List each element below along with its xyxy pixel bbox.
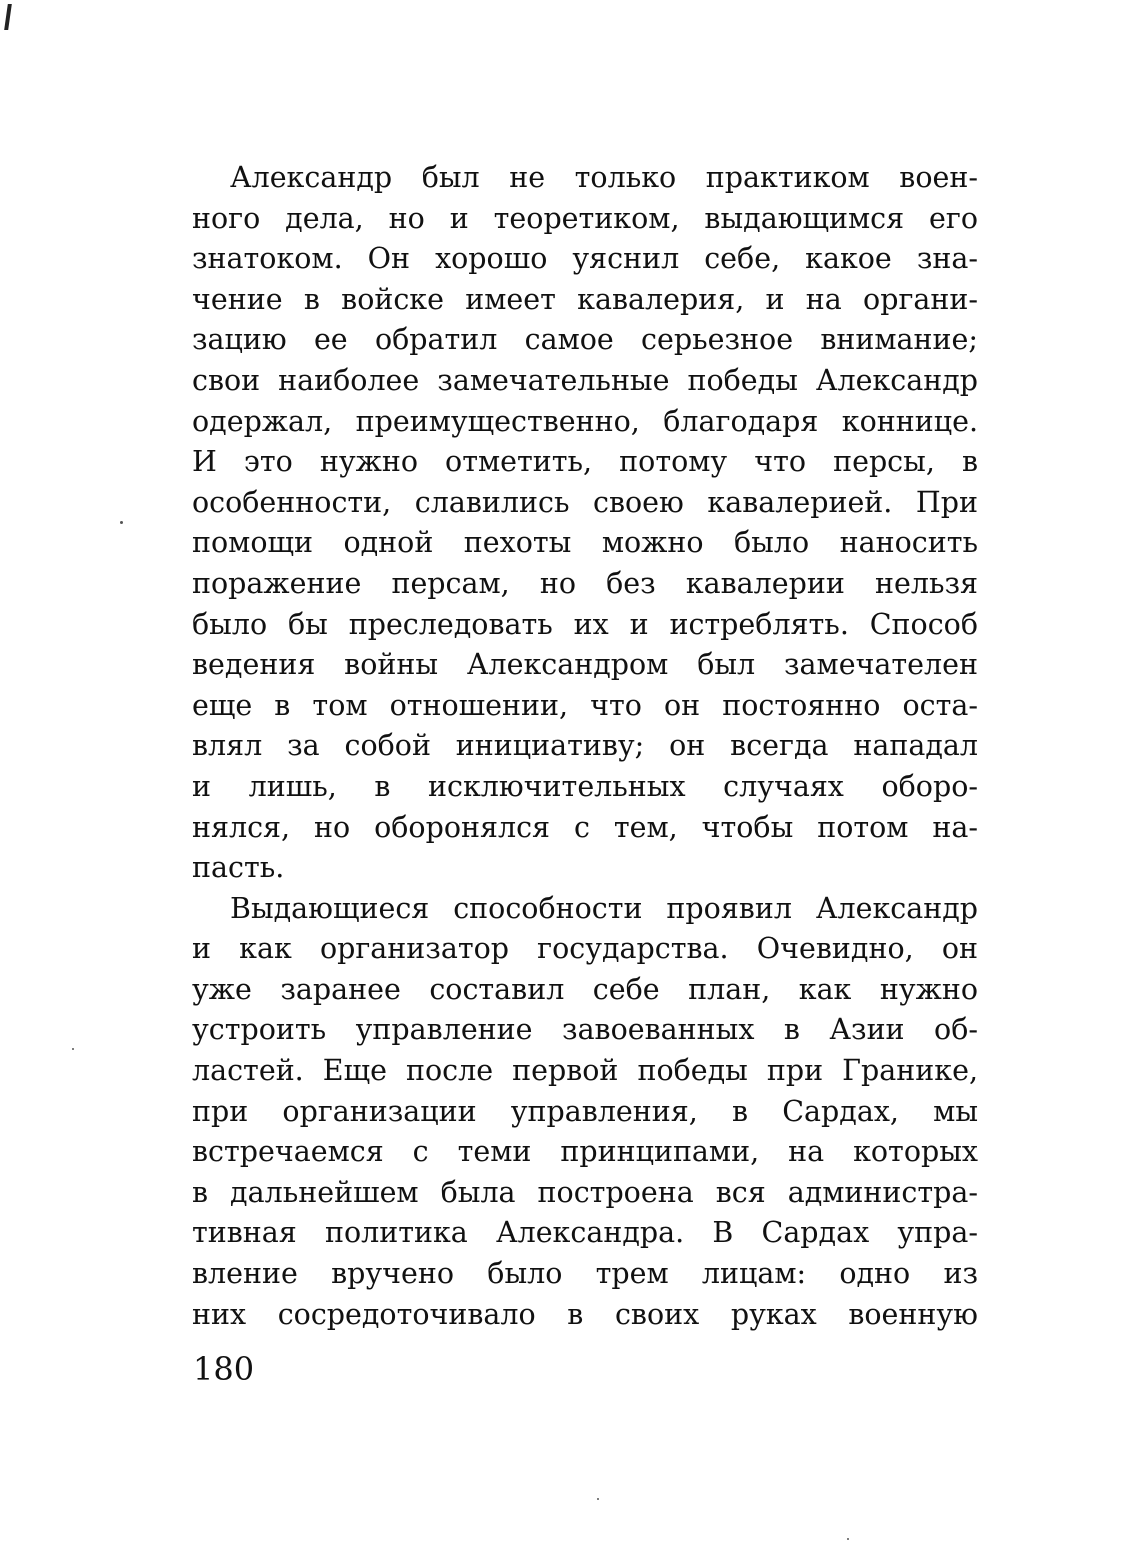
text-line: зацию ее обратил самое серьезное внимание; xyxy=(192,323,978,357)
scan-speck xyxy=(597,1498,599,1500)
paragraph-2 xyxy=(192,889,978,1336)
text-line: чение в войске имеет кавалерия, и на органи- xyxy=(192,282,978,316)
text-line: влял за собой инициативу; он всегда нападал xyxy=(192,729,978,763)
text-line: и лишь, в исключительных случаях оборо- xyxy=(192,769,978,803)
text-line: ного дела, но и теоретиком, выдающимся его xyxy=(192,201,978,235)
text-line: устроить управление завоеванных в Азии об- xyxy=(192,1013,978,1047)
text-line: ведения войны Александром был замечателен xyxy=(192,648,978,682)
text-line: в дальнейшем была построена вся администра- xyxy=(192,1175,978,1209)
book-page-text xyxy=(192,158,978,1335)
text-line: знатоком. Он хорошо уяснил себе, какое зна- xyxy=(192,242,978,276)
text-line: поражение персам, но без кавалерии нельзя xyxy=(192,566,978,600)
text-line: уже заранее составил себе план, как нужно xyxy=(192,972,978,1006)
scan-speck xyxy=(120,521,123,524)
text-line: и как организатор государства. Очевидно, он xyxy=(192,932,978,966)
scan-speck xyxy=(72,1048,74,1050)
page-number: 180 xyxy=(193,1350,255,1388)
scan-corner-mark xyxy=(4,4,12,30)
text-line: пасть. xyxy=(192,851,285,885)
text-line: Александр был не только практиком воен- xyxy=(230,161,978,194)
text-line: встречаемся с теми принципами, на которых xyxy=(192,1135,978,1169)
text-line: вление вручено было трем лицам: одно из xyxy=(192,1257,978,1291)
text-line: еще в том отношении, что он постоянно оста- xyxy=(192,688,978,722)
text-line: свои наиболее замечательные победы Александр xyxy=(192,363,978,397)
scan-speck xyxy=(847,1538,849,1540)
text-line: Выдающиеся способности проявил Александр xyxy=(230,891,978,925)
text-line: при организации управления, в Сардах, мы xyxy=(192,1094,978,1128)
text-line: ластей. Еще после первой победы при Гранике, xyxy=(192,1054,978,1088)
text-line: нялся, но оборонялся с тем, чтобы потом на- xyxy=(192,810,978,844)
text-line: помощи одной пехоты можно было наносить xyxy=(192,526,978,560)
text-line: одержал, преимущественно, благодаря коннице. xyxy=(192,404,978,438)
text-line: тивная политика Александра. В Сардах упра- xyxy=(192,1216,978,1250)
text-line: особенности, славились своею кавалерией. При xyxy=(192,485,978,519)
text-line: них сосредоточивало в своих руках военную xyxy=(192,1297,978,1331)
paragraph-1 xyxy=(192,158,978,889)
text-line: было бы преследовать их и истреблять. Способ xyxy=(192,607,978,641)
text-line: И это нужно отметить, потому что персы, в xyxy=(192,445,978,479)
